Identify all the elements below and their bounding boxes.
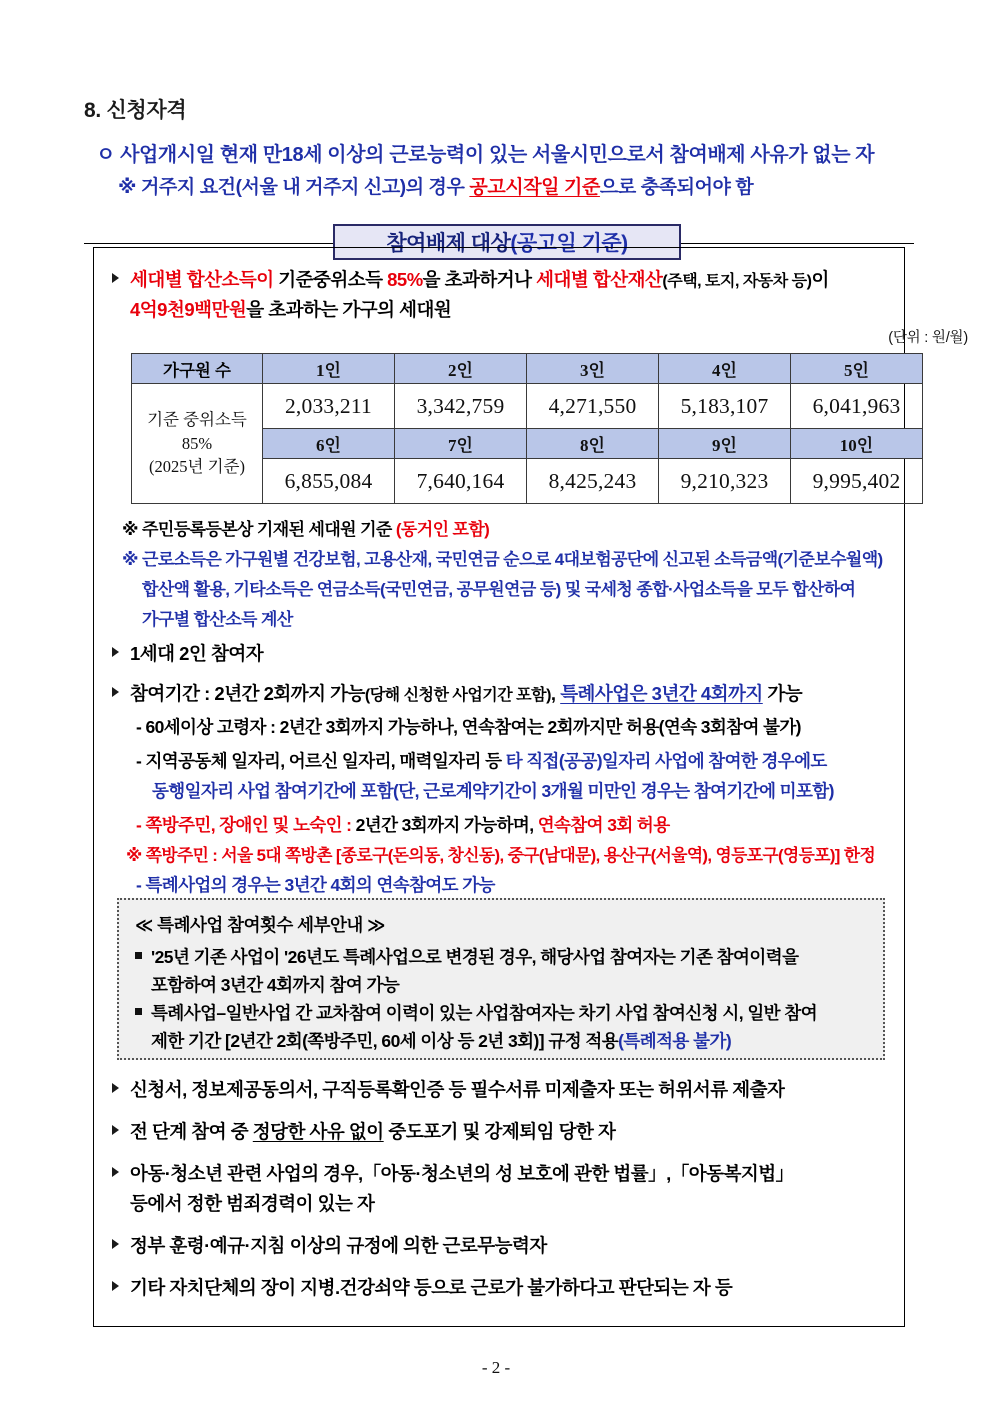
table-header-5in: 5인: [791, 354, 923, 384]
square-bullet-icon: [135, 1008, 142, 1015]
b3-text-b: (당해 신청한 사업기간 포함): [364, 687, 551, 704]
table-value-10in: 9,995,402: [791, 459, 923, 504]
table-value-9in: 9,210,323: [659, 459, 791, 504]
table-value-2in: 3,342,759: [395, 384, 527, 429]
triangle-bullet-icon: [112, 1083, 119, 1093]
lead-text-1: 사업개시일 현재 만18세 이상의 근로능력이 있는 서울시민으로서 참여배제 사유가 없는 자: [120, 144, 875, 166]
table-note-2-line2: 합산액 활용, 기타소득은 연금소득(국민연금, 공무원연금 등) 및 국세청 종합·사업소득을 모두 합산하여: [142, 580, 856, 599]
s3-c: 2년간 3회까지 가능하며,: [355, 815, 538, 835]
b1-text-d: 을 초과하거나: [422, 269, 532, 290]
b1-text-f: (주택, 토지, 자동차 등): [662, 273, 812, 290]
special-project-info-box: [117, 898, 885, 1060]
s2-l2-a: 동행일자리 사업 참여기간에 포함(단, 근로계약기간이: [152, 781, 542, 801]
table-header-2in: 2인: [395, 354, 527, 384]
b7-text: 정부 훈령·예규·지침 이상의 규정에 의한 근로무능력자: [130, 1235, 547, 1256]
row-label-line3: (2025년 기준): [149, 457, 245, 477]
table-note-2-line1: ※ 근로소득은 가구원별 건강보험, 고용산재, 국민연금 순으로 4대보험공단에 신고된 소득금액(기준보수월액): [122, 550, 883, 569]
dotbox-item-2: [135, 1000, 817, 1025]
b6-line1: 아동·청소년 관련 사업의 경우,「아동·청소년의 성 보호에 관한 법률」,「아동복지법」: [130, 1163, 794, 1184]
sub-item-other-public-jobs-line2: [152, 778, 834, 803]
caption-rule-right: [680, 243, 914, 244]
note1-text-b: (동거인 포함): [395, 520, 490, 539]
triangle-bullet-icon: [112, 1167, 119, 1177]
table-value-3in: 4,271,550: [527, 384, 659, 429]
table-header-7in: 7인: [395, 429, 527, 459]
bullet-item-local-government-judgement: [112, 1274, 732, 1300]
table-value-1in: 2,033,211: [263, 384, 395, 429]
table-value-4in: 5,183,107: [659, 384, 791, 429]
caption-rule-left: [84, 243, 334, 244]
b1-l2-b: 을 초과하는 가구의 세대원: [246, 299, 452, 320]
s3-b: 쪽방주민, 장애인 및 노숙인 :: [145, 815, 356, 835]
s2-l1-b: 타 직접(공공)일자리 사업에 참여한 경우에도: [505, 751, 827, 771]
b1-text-b: 기준중위소득: [278, 269, 383, 290]
page-number: - 2 -: [481, 1358, 511, 1377]
note1-text-a: ※ 주민등록등본상 기재된 세대원 기준: [122, 520, 396, 539]
sub-item-jjokbang-disabled-homeless: [136, 812, 670, 837]
sub-item-elderly: - 60세이상 고령자 : 2년간 3회까지 가능하나, 연속참여는 2회까지만 허용(연속 3회참여 불가): [136, 717, 801, 737]
dotbox-item2-l2-a: 제한 기간 [2년간 2회(쪽방주민, 60세 이상 등 2년 3회)] 규정 적용: [151, 1031, 619, 1051]
dotbox-title: ≪ 특례사업 참여횟수 세부안내 ≫: [135, 915, 385, 935]
bullet-item-income-limit: [112, 266, 829, 292]
table-note-1: [122, 515, 489, 540]
b1-text-g: 이: [811, 269, 829, 290]
b3-text-a: 참여기간 : 2년간 2회까지 가능: [130, 683, 365, 704]
table-header-1in: 1인: [263, 354, 395, 384]
table-header-9in: 9인: [659, 429, 791, 459]
b4-text: 신청서, 정보제공동의서, 구직등록확인증 등 필수서류 미제출자 또는 허위서류 제출자: [130, 1079, 785, 1100]
table-corner-label: 가구원 수: [132, 354, 263, 384]
dotbox-item1-line1: '25년 기존 사업이 '26년도 특례사업으로 변경된 경우, 해당사업 참여자는 기존 참여이력을: [151, 947, 799, 967]
triangle-bullet-icon: [112, 1125, 119, 1135]
section-heading: 8. 신청자격: [84, 99, 187, 122]
b3-text-d: 특례사업은 3년간 4회까지: [560, 683, 763, 704]
b1-text-c: 85%: [387, 269, 423, 290]
bullet-item-missing-documents: [112, 1076, 784, 1102]
bullet-item-dropout: [112, 1118, 615, 1144]
median-income-table: [131, 353, 923, 504]
row-label-line1: 기준 중위소득: [147, 409, 247, 429]
b1-text-a: 세대별 합산소득이: [130, 269, 274, 290]
reference-mark-icon: ※: [118, 177, 141, 198]
dotbox-item2-line1: 특례사업–일반사업 간 교차참여 이력이 있는 사업참여자는 차기 사업 참여신청 시, 일반 참여: [151, 1003, 818, 1023]
lead-text-2a: 거주지 요건(서울 내 거주지 신고)의 경우: [140, 177, 470, 198]
sub-item-other-public-jobs-line1: [136, 748, 827, 773]
table-header-6in: 6인: [263, 429, 395, 459]
table-value-7in: 7,640,164: [395, 459, 527, 504]
s3-d: 연속참여 3회 허용: [537, 815, 670, 835]
table-row-label: [132, 384, 263, 504]
triangle-bullet-icon: [112, 1281, 119, 1291]
square-bullet-icon: [135, 952, 142, 959]
dotbox-item2-line2: [151, 1028, 731, 1053]
table-note-2-line3: 가구별 합산소득 계산: [142, 610, 293, 629]
caption-paren-text: (공고일 기준): [510, 232, 628, 255]
triangle-bullet-icon: [112, 273, 119, 283]
b3-text-e: 가능: [762, 683, 803, 704]
table-header-3in: 3인: [527, 354, 659, 384]
s2-l1-a: - 지역공동체 일자리, 어르신 일자리, 매력일자리 등: [136, 751, 506, 771]
b8-text: 기타 자치단체의 장이 지병.건강쇠약 등으로 근로가 불가하다고 판단되는 자 등: [130, 1277, 733, 1298]
lead-line-1: [96, 138, 874, 167]
bullet-item-incapable-by-regulation: [112, 1232, 547, 1258]
lead-underlined-phrase: 공고시작일 기준: [469, 177, 600, 198]
b1-text-e: 세대별 합산재산: [536, 269, 663, 290]
caption-main-text: 참여배제 대상: [386, 232, 511, 255]
b5-text-b: 정당한 사유 없이: [252, 1121, 384, 1142]
sub-item-jjokbang-definition: ※ 쪽방주민 : 서울 5대 쪽방촌 [종로구(돈의동, 창신동), 중구(남대문), 용산구(서울역), 영등포구(영등포)] 한정: [126, 846, 876, 865]
b2-text: 1세대 2인 참여자: [130, 643, 264, 664]
dotbox-item2-l2-b: (특례적용 불가): [618, 1031, 732, 1051]
dotbox-item1-line2: 포함하여 3년간 4회까지 참여 가능: [151, 975, 400, 995]
lead-marker: ㅇ: [96, 144, 121, 166]
sub-item-special-project: - 특례사업의 경우는 3년간 4회의 연속참여도 가능: [136, 875, 495, 895]
s3-a: -: [136, 815, 146, 835]
b6-line2: 등에서 정한 범죄경력이 있는 자: [130, 1193, 375, 1214]
bullet-item-income-limit-line2: [130, 296, 451, 322]
b5-text-c: 중도포기 및 강제퇴임 당한 자: [383, 1121, 616, 1142]
table-unit-label: (단위 : 원/월): [888, 330, 968, 346]
table-header-4in: 4인: [659, 354, 791, 384]
bullet-item-participation-period: [112, 680, 802, 706]
bullet-item-two-per-household: [112, 640, 263, 666]
b1-l2-a: 4억9천9백만원: [130, 299, 247, 320]
b3-text-c: ,: [550, 683, 561, 704]
triangle-bullet-icon: [112, 687, 119, 697]
dotbox-item-1: [135, 944, 798, 969]
triangle-bullet-icon: [112, 647, 119, 657]
table-value-5in: 6,041,963: [791, 384, 923, 429]
triangle-bullet-icon: [112, 1239, 119, 1249]
row-label-line2: 85%: [181, 433, 213, 453]
lead-text-2b: 으로 충족되어야 함: [599, 177, 754, 198]
s2-l2-b: 3개월 미만인 경우는 참여기간에 미포함): [541, 781, 834, 801]
b5-text-a: 전 단계 참여 중: [130, 1121, 253, 1142]
table-header-8in: 8인: [527, 429, 659, 459]
table-row-header-top: [132, 354, 923, 384]
table-row-values-top: [132, 384, 923, 429]
table-header-10in: 10인: [791, 429, 923, 459]
table-value-6in: 6,855,084: [263, 459, 395, 504]
lead-line-2: [118, 172, 753, 199]
bullet-item-criminal-record: [112, 1160, 794, 1186]
table-value-8in: 8,425,243: [527, 459, 659, 504]
